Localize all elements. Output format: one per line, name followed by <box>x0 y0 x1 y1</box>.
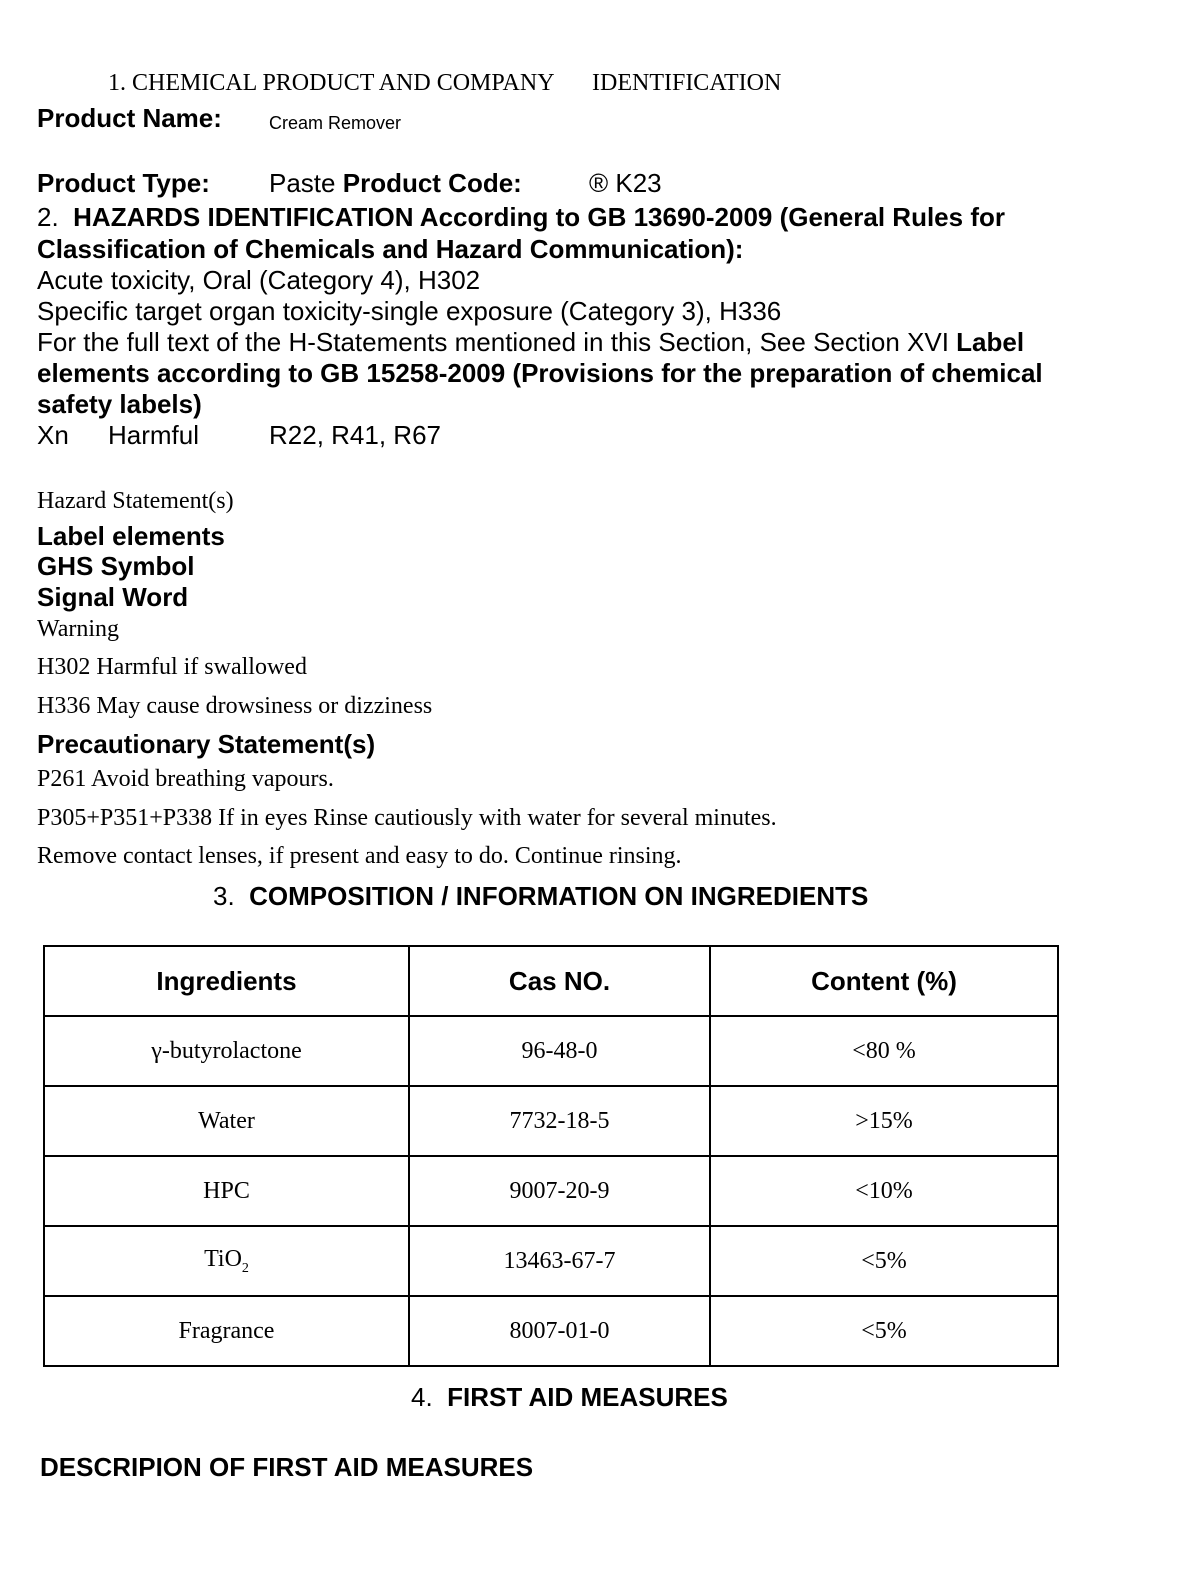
product-type-code <box>269 168 522 199</box>
full-text-note <box>37 327 1024 358</box>
ingredient-cell <box>44 1226 409 1296</box>
symbol-name: Harmful <box>108 420 200 450</box>
hazard-classification-2: Specific target organ toxicity-single exposure (Category 3), H336 <box>37 296 782 326</box>
table-row <box>44 1156 1058 1226</box>
ingredient-cell: Fragrance <box>44 1296 409 1366</box>
product-type-line <box>37 168 210 199</box>
cas-cell: 7732-18-5 <box>409 1086 710 1156</box>
label-elements-bold-1: Label <box>956 327 1025 357</box>
table-row <box>44 1226 1058 1296</box>
cas-cell: 13463-67-7 <box>409 1226 710 1296</box>
label-elements-heading: Label elements <box>37 521 225 551</box>
cas-cell: 96-48-0 <box>409 1016 710 1086</box>
content-cell: <5% <box>710 1226 1058 1296</box>
table-row <box>44 1086 1058 1156</box>
hazard-statements-heading: Hazard Statement(s) <box>37 488 234 514</box>
precautionary-heading: Precautionary Statement(s) <box>37 729 376 759</box>
label-elements-bold-2: elements according to GB 15258-2009 (Provisions for the preparation of chemical <box>37 358 1043 388</box>
section-2-number: 2. <box>37 202 59 232</box>
section-2-heading-line-1 <box>37 202 1005 233</box>
table-row <box>44 1016 1058 1086</box>
section-4-title: FIRST AID MEASURES <box>447 1382 728 1412</box>
section-4-number: 4. <box>411 1382 433 1412</box>
cas-cell: 9007-20-9 <box>409 1156 710 1226</box>
content-cell: >15% <box>710 1086 1058 1156</box>
section-1-title-b: IDENTIFICATION <box>592 70 782 96</box>
content-cell: <5% <box>710 1296 1058 1366</box>
section-1-title-a: CHEMICAL PRODUCT AND COMPANY <box>132 70 555 96</box>
ingredient-cell: γ-butyrolactone <box>44 1016 409 1086</box>
section-2-heading-text-1: HAZARDS IDENTIFICATION According to GB 13690-2009 (General Rules for <box>73 202 1005 232</box>
header-content: Content (%) <box>710 946 1058 1016</box>
section-2-heading-line-2: Classification of Chemicals and Hazard Communication): <box>37 234 744 264</box>
ingredient-cell: HPC <box>44 1156 409 1226</box>
section-4-heading <box>411 1382 728 1413</box>
content-cell: <80 % <box>710 1016 1058 1086</box>
table-row <box>44 1296 1058 1366</box>
ingredient-text: TiO <box>204 1245 242 1272</box>
h336-statement: H336 May cause drowsiness or dizziness <box>37 693 433 719</box>
symbol-code: Xn <box>37 420 69 450</box>
first-aid-subheading: DESCRIPION OF FIRST AID MEASURES <box>40 1452 534 1482</box>
section-3-heading <box>213 881 868 912</box>
full-text-plain: For the full text of the H-Statements mentioned in this Section, See Section XVI <box>37 327 949 357</box>
ghs-symbol-heading: GHS Symbol <box>37 551 195 581</box>
header-ingredients: Ingredients <box>44 946 409 1016</box>
ingredient-cell: Water <box>44 1086 409 1156</box>
p305-statement-line-2: Remove contact lenses, if present and easy to do. Continue rinsing. <box>37 843 682 869</box>
section-1-heading <box>108 70 555 97</box>
product-code-label: Product Code: <box>342 168 522 198</box>
ingredients-table <box>43 945 1059 1367</box>
product-name-value: Cream Remover <box>269 113 402 133</box>
risk-phrases: R22, R41, R67 <box>269 420 441 450</box>
product-name-label: Product Name: <box>37 103 222 133</box>
section-3-number: 3. <box>213 881 235 911</box>
cas-cell: 8007-01-0 <box>409 1296 710 1366</box>
section-3-title: COMPOSITION / INFORMATION ON INGREDIENTS <box>249 881 869 911</box>
product-type-value: Paste <box>269 168 336 198</box>
section-1-number: 1. <box>108 70 126 96</box>
p261-statement: P261 Avoid breathing vapours. <box>37 766 334 792</box>
signal-word-heading: Signal Word <box>37 582 189 612</box>
h302-statement: H302 Harmful if swallowed <box>37 654 307 680</box>
table-header-row <box>44 946 1058 1016</box>
p305-statement-line-1: P305+P351+P338 If in eyes Rinse cautiously with water for several minutes. <box>37 805 777 831</box>
hazard-classification-1: Acute toxicity, Oral (Category 4), H302 <box>37 265 481 295</box>
ingredient-subscript: 2 <box>241 1260 249 1276</box>
product-type-label: Product Type: <box>37 168 210 198</box>
content-cell: <10% <box>710 1156 1058 1226</box>
product-code-value: ® K23 <box>589 168 662 198</box>
header-cas-no: Cas NO. <box>409 946 710 1016</box>
signal-word: Warning <box>37 616 120 642</box>
label-elements-bold-3: safety labels) <box>37 389 202 419</box>
